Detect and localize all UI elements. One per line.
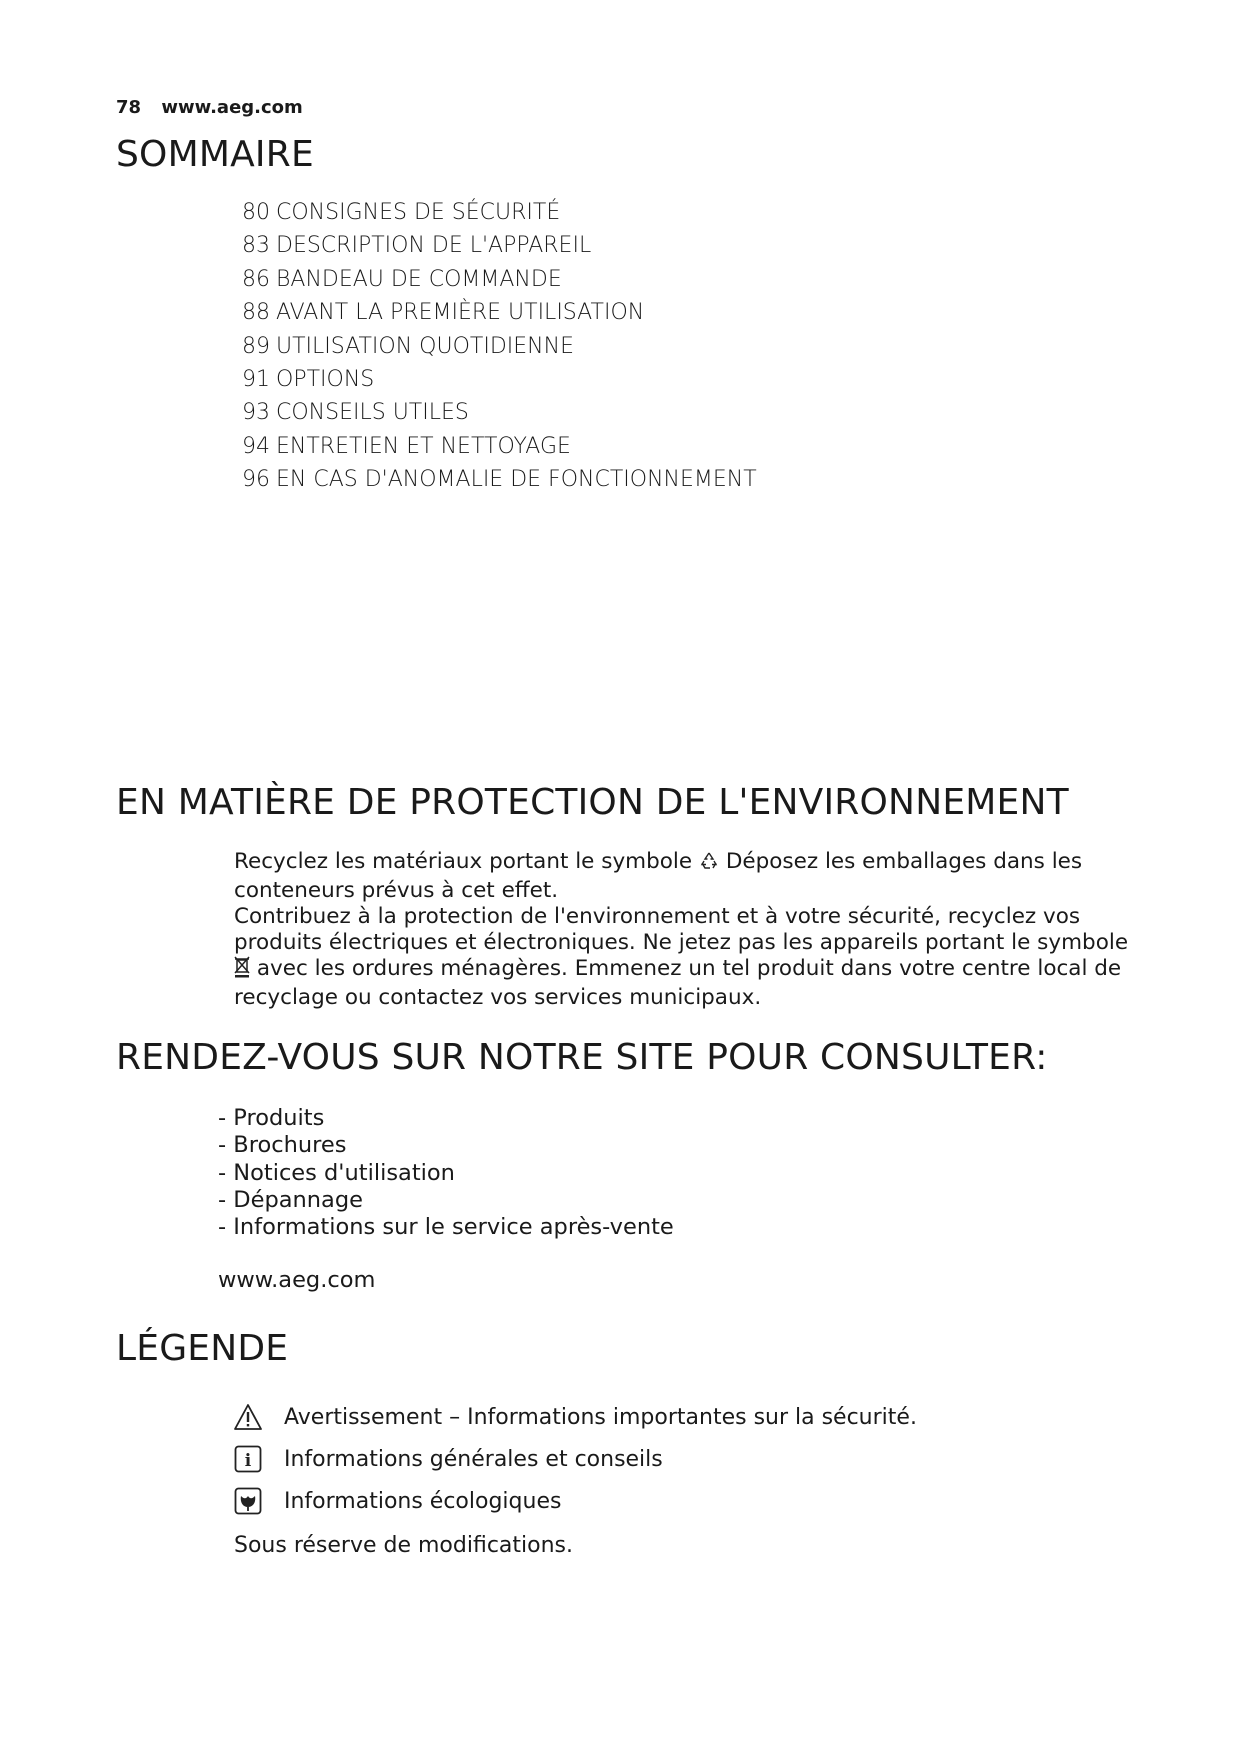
environment-text: Déposez les emballages dans les conteneurs prévus à cet effet.: [234, 849, 1083, 903]
toc-page: 89: [242, 333, 270, 359]
legende-title: LÉGENDE: [116, 1328, 289, 1369]
toc-label: ENTRETIEN ET NETTOYAGE: [276, 433, 571, 459]
toc-item[interactable]: [242, 296, 757, 329]
legend-text: Informations écologiques: [284, 1488, 562, 1514]
toc-page: 88: [242, 300, 270, 326]
toc-page: 86: [242, 266, 270, 292]
environment-text: Recyclez les matériaux portant le symbole: [234, 849, 693, 874]
toc-page: 91: [242, 367, 270, 393]
legend-item-info: [232, 1438, 917, 1480]
crossed-bin-icon: [234, 956, 250, 985]
website-list: [218, 1105, 674, 1241]
legend-item-warning: [232, 1396, 917, 1438]
toc-label: CONSIGNES DE SÉCURITÉ: [276, 200, 561, 225]
header-website[interactable]: www.aeg.com: [161, 97, 303, 118]
page-number: 78: [116, 97, 142, 118]
list-item: - Notices d'utilisation: [218, 1159, 455, 1186]
environment-text: avec les ordures ménagères. Emmenez un tel produit dans votre centre local de recyclage ou contactez vos services municipaux.: [234, 956, 1122, 1010]
eco-icon: [232, 1485, 264, 1517]
legend-text: Avertissement – Informations importantes sur la sécurité.: [284, 1404, 917, 1430]
website-section-title: RENDEZ-VOUS SUR NOTRE SITE POUR CONSULTER:: [116, 1037, 1048, 1078]
svg-text:i: i: [244, 1451, 252, 1471]
toc-item[interactable]: [242, 430, 757, 463]
toc-item[interactable]: [242, 196, 757, 229]
toc-item[interactable]: [242, 463, 757, 496]
toc-label: UTILISATION QUOTIDIENNE: [276, 333, 574, 359]
legend-item-eco: [232, 1480, 917, 1522]
toc-page: 94: [242, 433, 270, 459]
environment-title: EN MATIÈRE DE PROTECTION DE L'ENVIRONNEMENT: [116, 782, 1069, 823]
page-header: [116, 97, 303, 118]
sommaire-title: SOMMAIRE: [116, 134, 314, 175]
toc-page: 83: [242, 233, 270, 259]
legend-list: [232, 1396, 917, 1522]
info-icon: [232, 1443, 264, 1475]
toc-label: DESCRIPTION DE L'APPAREIL: [276, 233, 592, 259]
reserve-note: Sous réserve de modifications.: [234, 1533, 574, 1558]
toc-item[interactable]: [242, 263, 757, 296]
environment-para-1: [234, 849, 1134, 904]
toc-page: 80: [242, 200, 270, 225]
toc-page: 93: [242, 400, 270, 426]
warning-icon: [232, 1401, 264, 1433]
list-item: - Informations sur le service après-vente: [218, 1214, 674, 1241]
toc-label: AVANT LA PREMIÈRE UTILISATION: [276, 300, 645, 326]
table-of-contents: [242, 196, 757, 497]
toc-label: CONSEILS UTILES: [276, 400, 469, 426]
recycle-icon: [699, 851, 719, 878]
environment-text: Contribuez à la protection de l'environnement et à votre sécurité, recyclez vos produits électriques et électroniques. Ne jetez pas les appareils portant le symbole: [234, 904, 1129, 955]
legend-text: Informations générales et conseils: [284, 1446, 663, 1472]
toc-label: BANDEAU DE COMMANDE: [276, 266, 562, 292]
website-url[interactable]: www.aeg.com: [218, 1267, 376, 1293]
toc-item[interactable]: [242, 396, 757, 429]
toc-label: OPTIONS: [276, 367, 375, 393]
toc-item[interactable]: [242, 363, 757, 396]
list-item: - Brochures: [218, 1132, 347, 1159]
environment-para-2: [234, 904, 1134, 1011]
list-item: - Produits: [218, 1105, 325, 1131]
toc-page: 96: [242, 467, 270, 493]
list-item: - Dépannage: [218, 1186, 363, 1213]
environment-paragraph: [234, 849, 1134, 1011]
toc-item[interactable]: [242, 330, 757, 363]
toc-item[interactable]: [242, 229, 757, 262]
toc-label: EN CAS D'ANOMALIE DE FONCTIONNEMENT: [276, 467, 757, 493]
